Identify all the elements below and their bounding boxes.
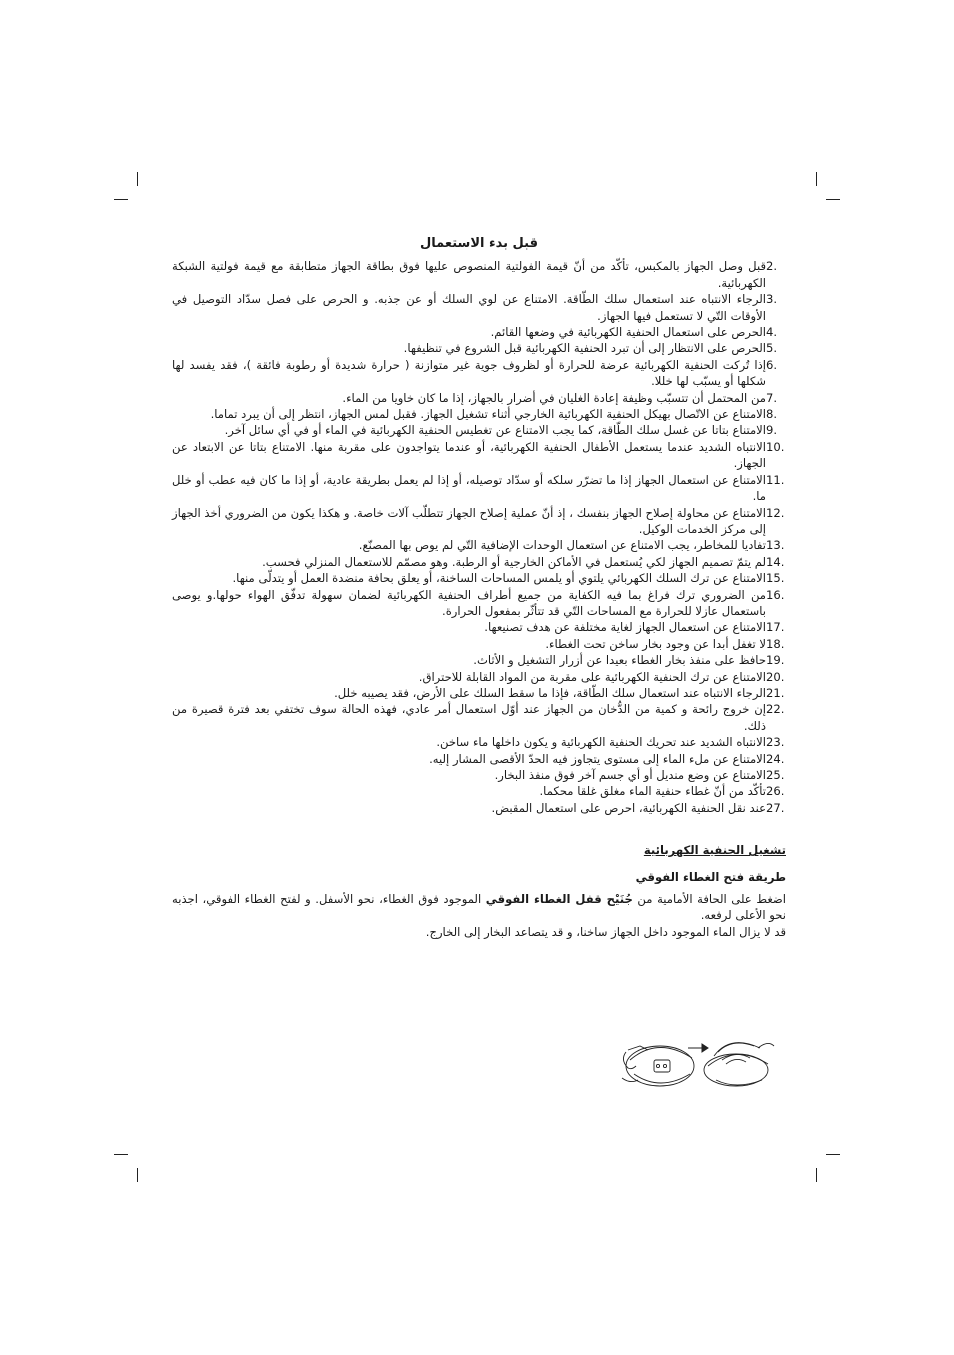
- section-title: تشغيل الحنفية الكهربائية: [643, 843, 786, 858]
- item-text: الانتباه الشديد عند تحريك الحنفية الكهربائية و يكون داخلها ماء ساخن.: [436, 735, 766, 750]
- safety-item: [172, 619, 786, 635]
- safety-item: [172, 636, 786, 652]
- item-text: قبل وصل الجهاز بالمكبس، تأكّد من أنّ قيمة الفولتية المنصوص عليها فوق بطاقة الجهاز متطابقة مع قيمة فولتية الشبكة الكهربائية.: [172, 259, 766, 290]
- item-text: الحرص على استعمال الحنفية الكهربائية في وضعها القائم.: [490, 325, 766, 340]
- item-number: 17.: [766, 620, 785, 635]
- item-text: تأكّد من أنّ غطاء حنفية الماء مغلق غلقا محكما.: [539, 784, 766, 799]
- item-text: إن خروج رائحة و كمية من الدُّخان من الجهاز عند أوّل استعمال أمر عادي، فهذه الحالة سوف تختفي بعد فترة قصيرة من ذلك.: [172, 702, 766, 733]
- item-text: الامتناع عن ترك السلك الكهربائي يلتوي أو يلمس المساحات الساخنة، أو يعلق بحافة منضدة العمل أو يتدلّى منها.: [232, 571, 766, 586]
- item-number: 10.: [766, 439, 785, 454]
- item-number: 20.: [766, 669, 785, 684]
- item-text: الامتناع عن استعمال الجهاز لغاية مختلفة عن هدف تصنيعها.: [484, 620, 766, 635]
- item-text: الرجاء الانتباه عند استعمال سلك الطّاقة. الامتناع عن لوي السلك أو عن جذبه. و الحرص على فصل سدّاد التوصيل في الأوقات التّي لا تستعمل فيها الجهاز.: [172, 292, 766, 323]
- safety-item: [172, 554, 786, 570]
- item-number: 21.: [766, 685, 785, 700]
- item-text: لا تغفل أبدا عن وجود بخار ساخن تحت الغطاء.: [545, 636, 766, 651]
- instruction-paragraph: [172, 891, 786, 924]
- safety-item: [172, 406, 786, 422]
- safety-list: [172, 258, 786, 816]
- item-number: 18.: [766, 636, 785, 651]
- item-text: الحرص على الانتظار إلى أن تبرد الحنفية الكهربائية قبل الشروع في تنظيفها.: [403, 341, 766, 356]
- item-text: الامتناع عن وضع منديل أو أي جسم آخر فوق منفذ البخار.: [494, 768, 766, 782]
- safety-item: [172, 751, 786, 767]
- safety-item: [172, 390, 786, 406]
- crop-mark: [816, 172, 817, 186]
- item-text: من المحتمل أن تتسبّب وظيفة إعادة الغليان في أضرار بالجهاز، إذا ما كان خاويا من الماء.: [342, 390, 766, 405]
- item-number: 3.: [766, 292, 778, 307]
- item-number: 27.: [766, 800, 785, 815]
- document-body: [172, 236, 786, 940]
- crop-mark: [826, 199, 840, 200]
- paragraph-text: الموجود فوق الغطاء، نحو الأسفل. و لفتح الغطاء الفوقي، اجذبه نحو الأعلى لرفعه.: [172, 892, 786, 923]
- item-number: 23.: [766, 735, 785, 750]
- item-number: 26.: [766, 784, 785, 799]
- safety-item: [172, 505, 786, 538]
- subsection-title: طريقة فتح الغطاء الفوقي: [635, 869, 786, 884]
- item-number: 24.: [766, 751, 785, 766]
- item-number: 22.: [766, 702, 785, 717]
- item-number: 19.: [766, 653, 785, 668]
- item-number: 7.: [766, 390, 778, 405]
- item-number: 12.: [766, 505, 785, 520]
- crop-mark: [137, 1168, 138, 1182]
- paragraph-text: اضغط على الحافة الأمامية من: [632, 892, 786, 907]
- item-number: 2.: [766, 259, 778, 274]
- safety-item: [172, 701, 786, 734]
- safety-item: [172, 669, 786, 685]
- safety-item: [172, 357, 786, 390]
- safety-item: [172, 340, 786, 356]
- item-number: 16.: [766, 587, 785, 602]
- safety-item: [172, 570, 786, 586]
- crop-mark: [826, 1154, 840, 1155]
- paragraph-bold-text: جُنَيْح قفل الغطاء الفوقي: [485, 892, 633, 907]
- item-text: لم يتمّ تصميم الجهاز لكي يُستعمل في الأماكن الخارجية أو الرطبة. وهو مصمّم للاستعمال المنزلي فحسب.: [262, 554, 766, 569]
- crop-mark: [816, 1168, 817, 1182]
- item-text: حافظ على منفذ بخار الغطاء بعيدا عن أزرار التشغيل و الأثاث.: [473, 653, 766, 668]
- item-text: الامتناع عن ملء الماء إلى مستوى يتجاوز فيه الحدّ الأقصى المشار إليه.: [429, 751, 766, 766]
- item-text: الامتناع عن محاولة إصلاح الجهاز بنفسك ، إذ أنّ عملية إصلاح الجهاز تتطلّب آلات خاصة. و هكذا يكون من الضروري أخذ الجهاز إلى مركز الخدمات الوكيل.: [172, 505, 766, 536]
- safety-item: [172, 472, 786, 505]
- safety-item: [172, 800, 786, 816]
- item-text: الامتناع بتاتا عن غسل سلك الطّاقة، كما يجب الامتناع عن تغطيس الحنفية الكهربائية في الماء أو في أي سائل آخر.: [224, 423, 766, 438]
- safety-item: [172, 291, 786, 324]
- item-text: الرجاء الانتباه عند استعمال سلك الطّاقة، فإذا ما سقط السلك على الأرض، فقد يصيبه خلل.: [334, 685, 766, 700]
- crop-mark: [114, 199, 128, 200]
- kettle-lid-illustration: [618, 1030, 778, 1100]
- safety-item: [172, 439, 786, 472]
- item-number: 15.: [766, 571, 785, 586]
- item-number: 14.: [766, 554, 785, 569]
- item-text: إذا تُركت الحنفية الكهربائية عرضة للحرارة أو لظروف جوية غير متوازنة ( حرارة شديدة أو رطوبة فائقة )، فقد يفسد لها شكلها أو يسبّب لها خللا.: [172, 357, 766, 389]
- item-text: تفاديا للمخاطر، يجب الامتناع عن استعمال الوحدات الإضافية التّي لم يوص بها المصنّع.: [358, 538, 766, 553]
- safety-item: [172, 258, 786, 291]
- item-number: 4.: [766, 325, 778, 340]
- safety-item: [172, 537, 786, 553]
- page-title: قبل بدء الاستعمال: [420, 236, 538, 251]
- safety-item: [172, 587, 786, 620]
- safety-item: [172, 652, 786, 668]
- safety-item: [172, 783, 786, 799]
- item-number: 6.: [766, 357, 778, 372]
- item-number: 13.: [766, 538, 785, 553]
- item-text: عند نقل الحنفية الكهربائية، احرص على استعمال المقبض.: [491, 800, 766, 815]
- safety-item: [172, 734, 786, 750]
- safety-item: [172, 324, 786, 340]
- safety-item: [172, 422, 786, 438]
- item-text: الانتباه الشديد عندما يستعمل الأطفال الحنفية الكهربائية، أو عندما يتواجدون على مقربة منها. الامتناع بتاتا عن الابتعاد عن الجهاز.: [172, 439, 766, 471]
- item-number: 5.: [766, 341, 778, 356]
- item-text: الامتناع عن الاتّصال بهيكل الحنفية الكهربائية الخارجي أثناء تشغيل الجهاز. فقبل لمس الجهاز، انتظر إلى أن يبرد تماما.: [210, 407, 766, 422]
- item-number: 25.: [766, 768, 785, 782]
- warning-paragraph: قد لا يزال الماء الموجود داخل الجهاز ساخنا، و قد يتصاعد البخار إلى الخارج.: [425, 924, 786, 939]
- item-text: الامتناع عن ترك الحنفية الكهربائية على مقربة من المواد القابلة للاحتراق.: [418, 669, 766, 684]
- item-text: من الضروري ترك فراغ بما فيه الكفاية من جميع أطراف الحنفية الكهربائية لضمان سهولة تدفّق الهواء حولها.و يوصى باستعمال عازلا للحرارة مع المساحات التّي قد تتأثّر بمفعول الحرارة.: [172, 587, 766, 618]
- item-number: 9.: [766, 423, 778, 438]
- item-text: الامتناع عن استعمال الجهاز إذا ما تضرّر سلكه أو سدّاد توصيله، أو إذا لم يعمل بطريقة عادية، أو إذا ما كان فيه عطب أو خلل ما.: [172, 472, 766, 504]
- item-number: 11.: [766, 472, 785, 487]
- item-number: 8.: [766, 407, 778, 422]
- crop-mark: [114, 1154, 128, 1155]
- safety-item: [172, 767, 786, 783]
- safety-item: [172, 685, 786, 701]
- crop-mark: [137, 172, 138, 186]
